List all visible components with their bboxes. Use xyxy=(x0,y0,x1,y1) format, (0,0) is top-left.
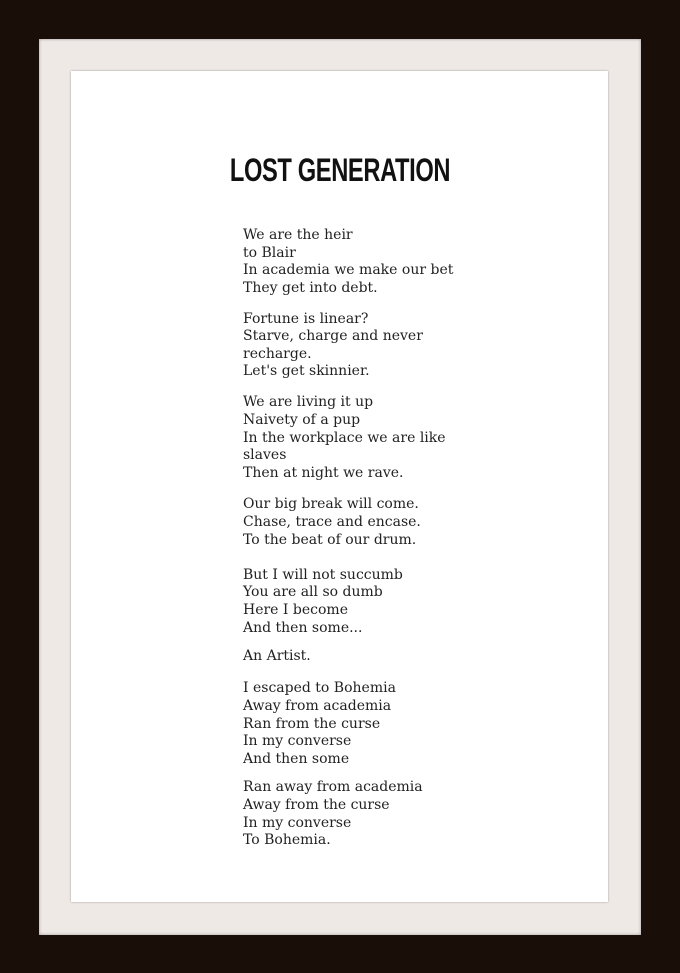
poem-line: To the beat of our drum. xyxy=(243,532,417,548)
poem-line: Let's get skinnier. xyxy=(243,363,370,379)
poem-line: to Blair xyxy=(243,245,296,261)
poem-line: Here I become xyxy=(243,602,348,618)
poem-line: In my converse xyxy=(243,815,352,831)
poem-line: recharge. xyxy=(243,346,312,362)
poem-line: And then some xyxy=(243,751,350,767)
poem-line: Away from the curse xyxy=(243,797,390,813)
poem-line: To Bohemia. xyxy=(243,832,331,848)
poem-line: Ran from the curse xyxy=(243,716,381,732)
poem-paper xyxy=(71,71,608,902)
poem-line: Away from academia xyxy=(243,698,392,714)
poem-line: Naivety of a pup xyxy=(243,412,361,428)
poem-line: I escaped to Bohemia xyxy=(243,680,396,696)
poem-line: In academia we make our bet xyxy=(243,262,454,278)
poem-line: They get into debt. xyxy=(243,280,378,296)
poem-line: But I will not succumb xyxy=(243,567,403,583)
poem-line: In my converse xyxy=(243,733,352,749)
poem-line: And then some... xyxy=(243,620,363,636)
poem-line: Chase, trace and encase. xyxy=(243,514,421,530)
poem-line: Then at night we rave. xyxy=(243,465,404,481)
poem-line: Ran away from academia xyxy=(243,779,423,795)
poem-line: Our big break will come. xyxy=(243,496,419,512)
poem-line: You are all so dumb xyxy=(243,584,383,600)
poem-line: In the workplace we are like xyxy=(243,430,446,446)
poem-line: An Artist. xyxy=(243,648,311,664)
poem-line: Starve, charge and never xyxy=(243,328,423,344)
poem-line: We are living it up xyxy=(243,394,374,410)
poem-title: LOST GENERATION xyxy=(229,152,451,188)
poem-line: We are the heir xyxy=(243,227,353,243)
poem-line: slaves xyxy=(243,447,287,463)
poem-line: Fortune is linear? xyxy=(243,311,369,327)
